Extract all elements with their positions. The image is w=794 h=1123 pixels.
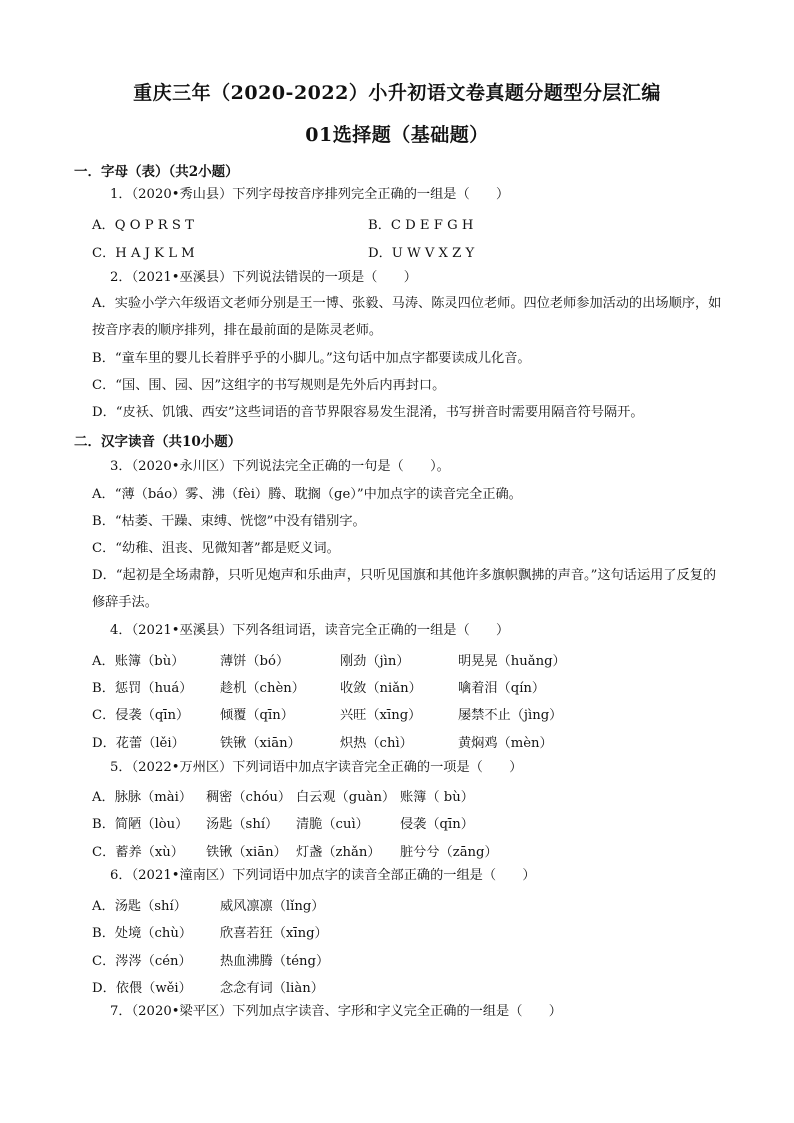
option-item: 威风凛凛（lǐng） <box>220 899 325 914</box>
question-stem: 4．（2021•巫溪县）下列各组词语，读音完全正确的一组是（ ） <box>110 623 510 638</box>
section-heading: 一．字母（表）（共2小题） <box>74 164 239 180</box>
option-item: 铁锹（xiān） <box>206 845 287 860</box>
question-stem: 6．（2021•潼南区）下列词语中加点字的读音全部正确的一组是（ ） <box>110 868 536 883</box>
option-item: 收敛（niǎn） <box>340 681 422 696</box>
question-stem: 5．（2022•万州区）下列词语中加点字读音完全正确的一项是（ ） <box>110 760 523 775</box>
question-stem: 7．（2020•梁平区）下列加点字读音、字形和字义完全正确的一组是（ ） <box>110 1004 562 1019</box>
option: A．脉脉（mài） <box>92 790 193 805</box>
option: B．C D E F G H <box>368 218 474 233</box>
option: B．惩罚（huá） <box>92 681 193 696</box>
option: C．“幼稚、沮丧、见微知著”都是贬义词。 <box>92 541 340 556</box>
option: C．H A J K L M <box>92 246 195 261</box>
option-item: 账簿（ bù） <box>400 790 474 805</box>
option: B．简陋（lòu） <box>92 817 189 832</box>
section-heading: 二．汉字读音（共10小题） <box>74 434 242 450</box>
option: D．花蕾（lěi） <box>92 736 185 751</box>
option-item: 热血沸腾（téng） <box>220 954 330 969</box>
option: A．“薄（báo）雾、沸（fèi）腾、耽搁（ɡe）”中加点字的读音完全正确。 <box>92 487 522 502</box>
option: C．蓄养（xù） <box>92 845 184 860</box>
page-title: 重庆三年（2020-2022）小升初语文卷真题分题型分层汇编 <box>133 82 661 104</box>
option-item: 铁锹（xiān） <box>220 736 301 751</box>
option-item: 兴旺（xīng） <box>340 708 422 723</box>
question-stem: 2．（2021•巫溪县）下列说法错误的一项是（ ） <box>110 270 417 285</box>
option-item: 念念有词（liàn） <box>220 981 324 996</box>
option-item: 脏兮兮（zāng） <box>400 845 498 860</box>
option-item: 灯盏（zhǎn） <box>296 845 381 860</box>
option: B．“童车里的婴儿长着胖乎乎的小脚儿。”这句话中加点字都要读成儿化音。 <box>92 351 531 366</box>
option: D．U W V X Z Y <box>368 246 475 261</box>
option: D．“皮袄、饥饿、西安”这些词语的音节界限容易发生混淆，书写拼音时需要用隔音符号隔开。 <box>92 405 644 420</box>
option: A．汤匙（shí） <box>92 899 187 914</box>
option: D．“起初是全场肃静，只听见炮声和乐曲声，只听见国旗和其他许多旗帜飘拂的声音。”这句话运用了反复的修辞手法。 <box>92 568 717 610</box>
option-item: 欣喜若狂（xīng） <box>220 926 328 941</box>
option: B．“枯萎、干躁、束缚、恍惚”中没有错别字。 <box>92 514 366 529</box>
option: C．侵袭（qīn） <box>92 708 190 723</box>
option: D．依偎（wěi） <box>92 981 192 996</box>
option-item: 明晃晃（huǎng） <box>458 654 566 669</box>
option-item: 噙着泪（qín） <box>458 681 546 696</box>
option: C．“国、围、园、因”这组字的书写规则是先外后内再封口。 <box>92 378 446 393</box>
option-item: 稠密（chóu） <box>206 790 292 805</box>
option-item: 侵袭（qīn） <box>400 817 474 832</box>
option-item: 炽热（chì） <box>340 736 413 751</box>
option-item: 趁机（chèn） <box>220 681 305 696</box>
option-item: 刚劲（jìn） <box>340 654 410 669</box>
option-item: 倾覆（qīn） <box>220 708 294 723</box>
option: C．涔涔（cén） <box>92 954 192 969</box>
option-item: 清脆（cuì） <box>296 817 369 832</box>
option-item: 白云观（guàn） <box>296 790 396 805</box>
option: A．实验小学六年级语文老师分别是王一博、张毅、马涛、陈灵四位老师。四位老师参加活动的出场顺序，如按音序表的顺序排列，排在最前面的是陈灵老师。 <box>92 296 722 338</box>
option: B．处境（chù） <box>92 926 193 941</box>
option-item: 黄焖鸡（mèn） <box>458 736 553 751</box>
option: A．Q O P R S T <box>92 218 194 233</box>
option: A．账簿（bù） <box>92 654 185 669</box>
question-stem: 3．（2020•永川区）下列说法完全正确的一句是（ ）。 <box>110 459 450 474</box>
option-item: 屡禁不止（jìng） <box>458 708 563 723</box>
option-item: 汤匙（shí） <box>206 817 279 832</box>
page-subtitle: 01选择题（基础题） <box>305 124 489 146</box>
option-item: 薄饼（bó） <box>220 654 290 669</box>
question-stem: 1．（2020•秀山县）下列字母按音序排列完全正确的一组是（ ） <box>110 187 510 202</box>
